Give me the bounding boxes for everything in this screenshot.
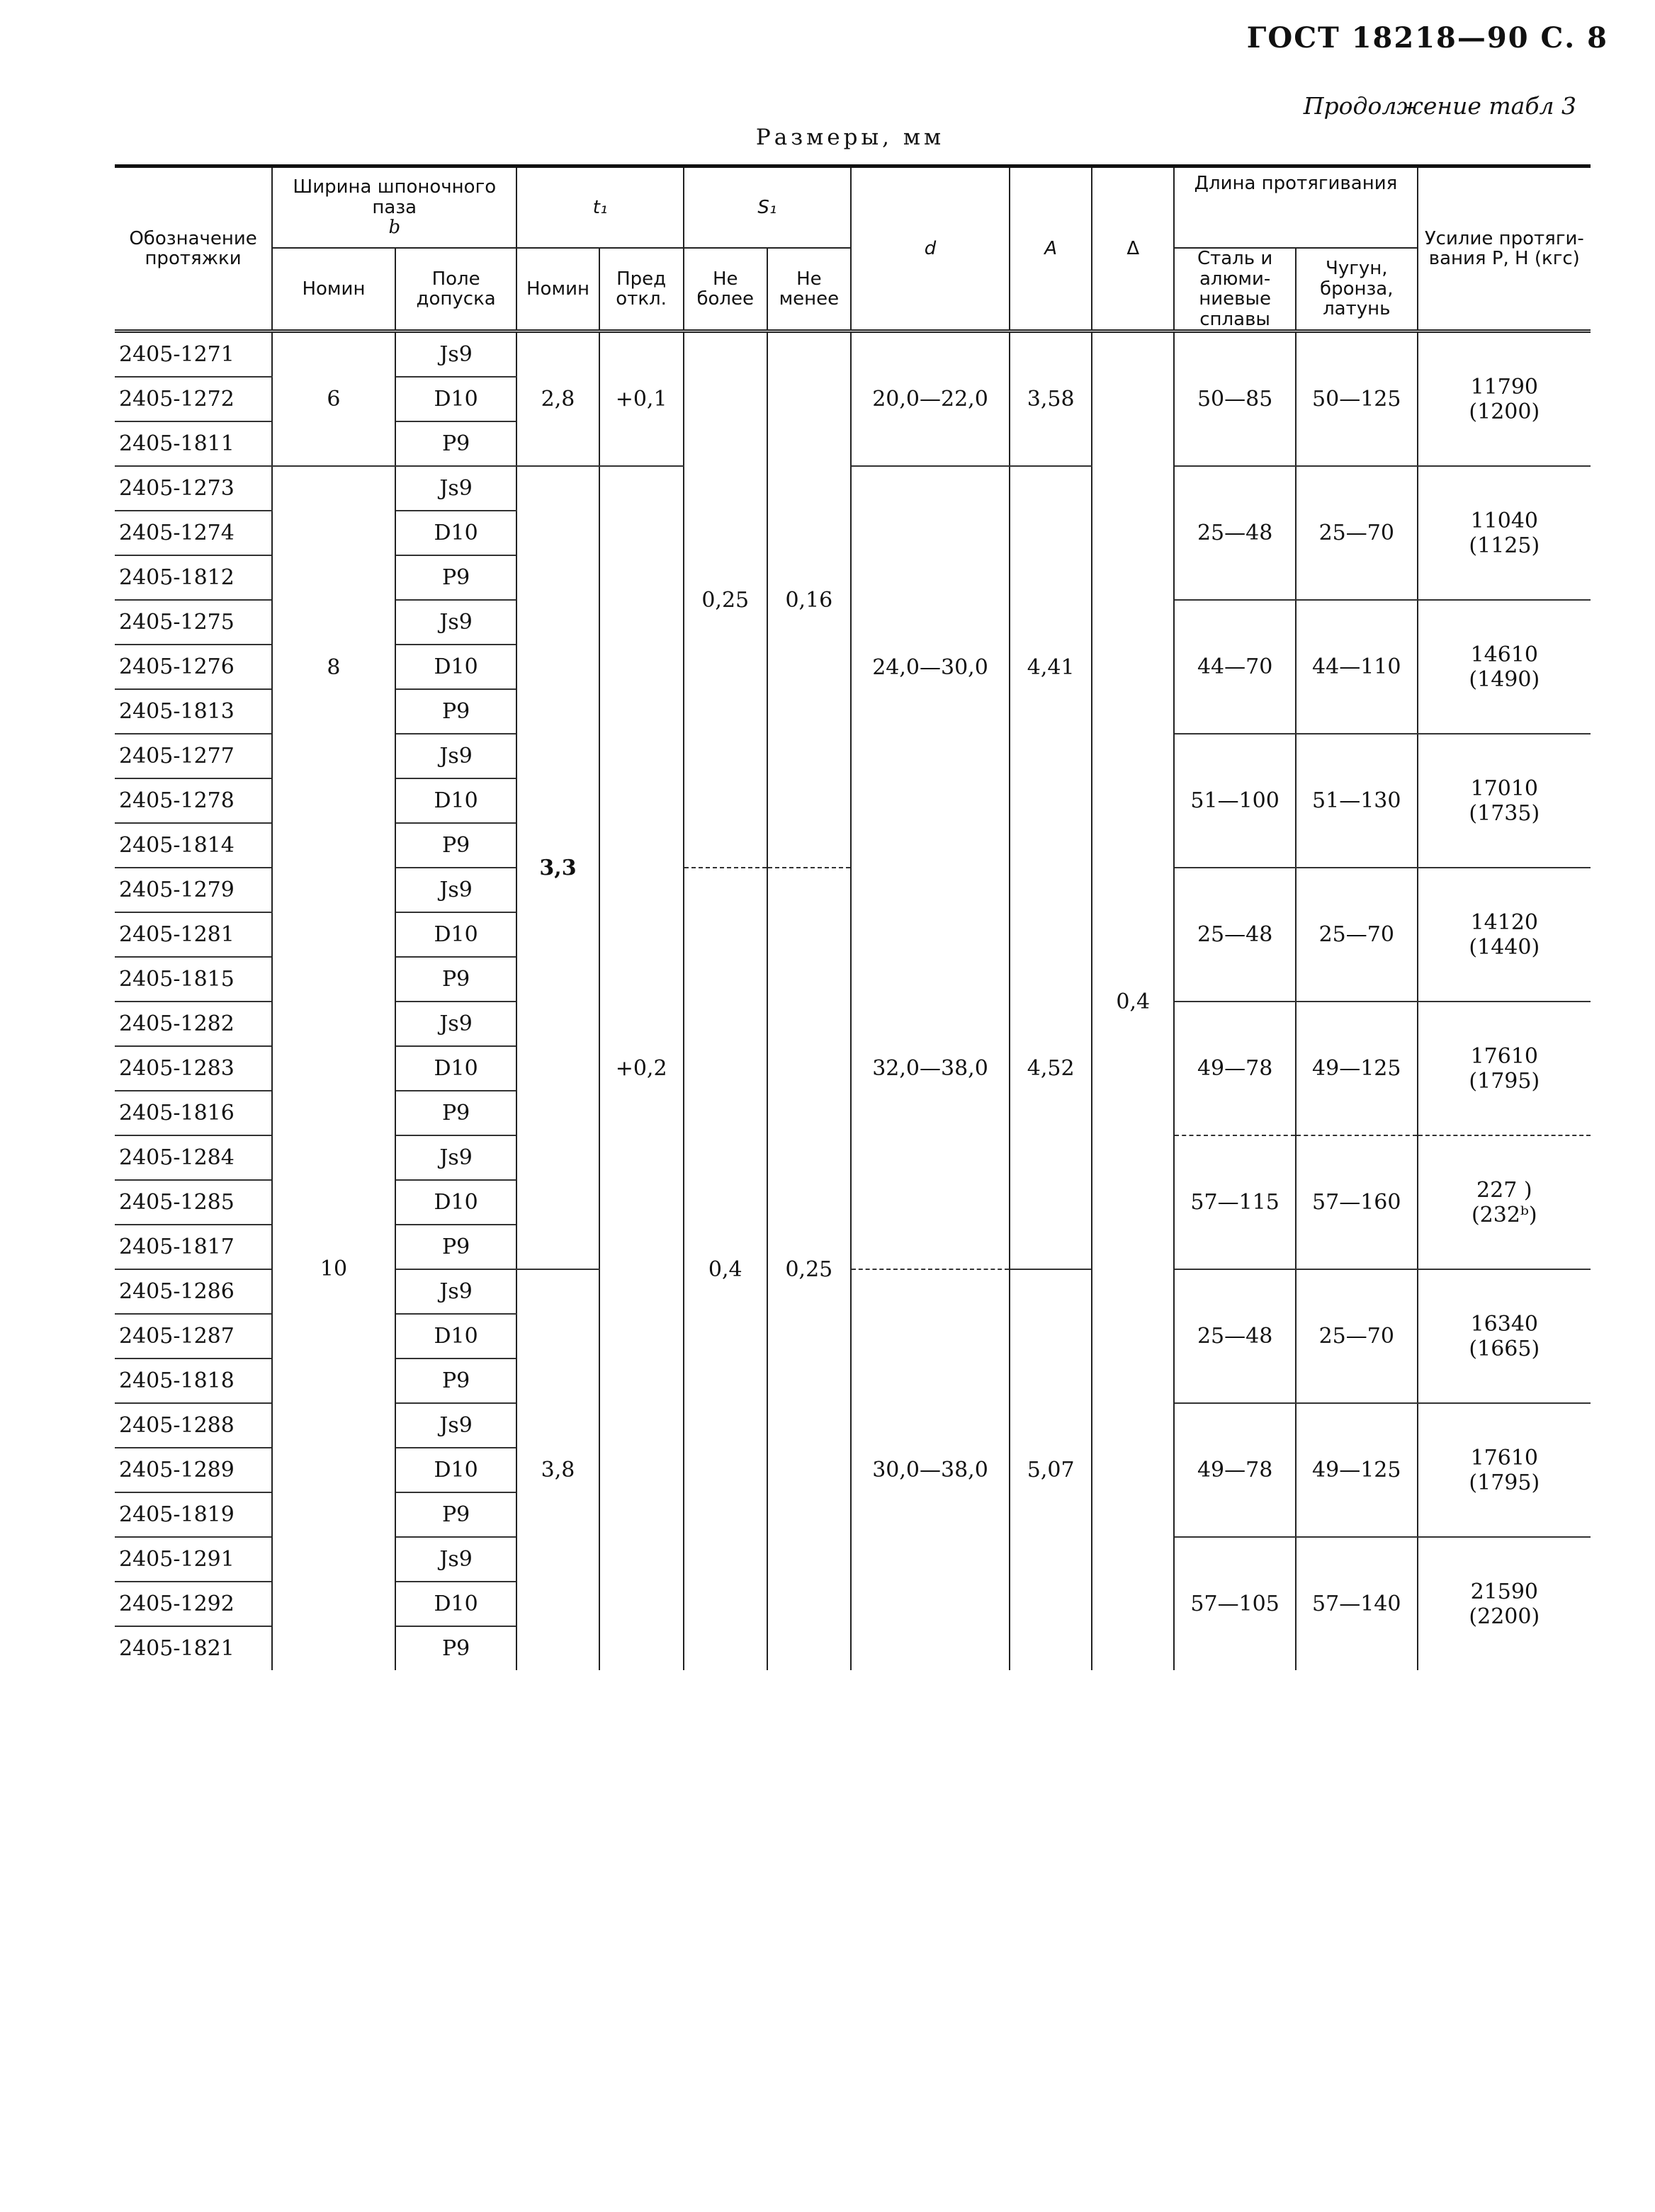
sizes-caption: Размеры, мм xyxy=(755,125,945,150)
force-kgf-value: (1490) xyxy=(1469,667,1540,692)
force-kgf-value: (232ᵇ) xyxy=(1471,1202,1537,1227)
header-t1-nominal: Номин xyxy=(516,248,599,331)
header-broaching-length: Длина протягивания xyxy=(1174,166,1417,249)
length-iron-cell: 44—110 xyxy=(1296,600,1418,734)
tolerance-cell: D10 xyxy=(395,1448,517,1492)
tolerance-cell: Js9 xyxy=(395,466,517,511)
force-value: 17610 xyxy=(1470,1445,1539,1470)
tolerance-cell: Js9 xyxy=(395,1269,517,1314)
header-t1: t₁ xyxy=(516,166,683,249)
force-value: 17610 xyxy=(1470,1043,1539,1069)
tolerance-cell: P9 xyxy=(395,1626,517,1670)
force-cell xyxy=(1418,1269,1591,1403)
tolerance-cell: P9 xyxy=(395,1492,517,1537)
designation-cell: 2405-1288 xyxy=(115,1403,272,1448)
table-continuation-note: Продолжение табл 3 xyxy=(1303,92,1576,120)
designation-cell: 2405-1291 xyxy=(115,1537,272,1582)
force-kgf-value: (1665) xyxy=(1469,1336,1540,1361)
force-value: 16340 xyxy=(1470,1311,1539,1337)
header-tolerance-field: Поле допуска xyxy=(395,248,517,331)
force-value: 227 ) xyxy=(1476,1177,1532,1203)
length-iron-cell: 51—130 xyxy=(1296,734,1418,868)
designation-cell: 2405-1814 xyxy=(115,823,272,868)
length-steel-cell: 50—85 xyxy=(1174,331,1296,467)
t1-deviation-cell: +0,1 xyxy=(599,331,684,467)
designation-cell: 2405-1282 xyxy=(115,1002,272,1046)
tolerance-cell: Js9 xyxy=(395,1403,517,1448)
tolerance-cell: D10 xyxy=(395,377,517,421)
table-body xyxy=(115,331,1591,1671)
designation-cell: 2405-1283 xyxy=(115,1046,272,1091)
header-length-cast-iron: Чугун, бронза, латунь xyxy=(1296,248,1418,331)
tolerance-cell: D10 xyxy=(395,645,517,689)
force-value: 21590 xyxy=(1470,1579,1539,1604)
tolerance-cell: D10 xyxy=(395,778,517,823)
designation-cell: 2405-1813 xyxy=(115,689,272,734)
designation-cell: 2405-1276 xyxy=(115,645,272,689)
designation-cell: 2405-1274 xyxy=(115,511,272,555)
force-cell xyxy=(1418,1403,1591,1537)
header-force: Усилие протяги- вания P, H (кгс) xyxy=(1418,166,1591,331)
length-steel-cell: 49—78 xyxy=(1174,1002,1296,1135)
tolerance-cell: P9 xyxy=(395,823,517,868)
force-kgf-value: (1440) xyxy=(1469,934,1540,960)
designation-cell: 2405-1289 xyxy=(115,1448,272,1492)
header-s1: S₁ xyxy=(684,166,851,249)
length-steel-cell: 25—48 xyxy=(1174,868,1296,1002)
designation-cell: 2405-1292 xyxy=(115,1582,272,1626)
force-kgf-value: (1795) xyxy=(1469,1470,1540,1495)
designation-cell: 2405-1815 xyxy=(115,957,272,1002)
d-cell: 32,0—38,0 xyxy=(851,868,1010,1269)
d-cell: 20,0—22,0 xyxy=(851,331,1010,467)
designation-cell: 2405-1272 xyxy=(115,377,272,421)
designation-cell: 2405-1273 xyxy=(115,466,272,511)
s1-not-more-cell: 0,4 xyxy=(684,868,767,1670)
tolerance-cell: P9 xyxy=(395,1091,517,1135)
header-t1-deviation: Пред откл. xyxy=(599,248,684,331)
delta-cell: 0,4 xyxy=(1092,331,1174,1671)
designation-cell: 2405-1812 xyxy=(115,555,272,600)
designation-cell: 2405-1817 xyxy=(115,1225,272,1269)
tolerance-cell: Js9 xyxy=(395,1002,517,1046)
designation-cell: 2405-1816 xyxy=(115,1091,272,1135)
length-steel-cell: 57—115 xyxy=(1174,1135,1296,1269)
force-kgf-value: (1735) xyxy=(1469,800,1540,826)
designation-cell: 2405-1271 xyxy=(115,331,272,378)
designation-cell: 2405-1281 xyxy=(115,912,272,957)
length-iron-cell: 25—70 xyxy=(1296,868,1418,1002)
s1-not-more-cell: 0,25 xyxy=(684,331,767,868)
designation-cell: 2405-1284 xyxy=(115,1135,272,1180)
designation-cell: 2405-1819 xyxy=(115,1492,272,1537)
tolerance-cell: P9 xyxy=(395,957,517,1002)
header-b-symbol: b xyxy=(388,217,401,239)
designation-cell: 2405-1287 xyxy=(115,1314,272,1359)
t1-deviation-cell: +0,2 xyxy=(599,466,684,1670)
tolerance-cell: D10 xyxy=(395,1046,517,1091)
length-steel-cell: 51—100 xyxy=(1174,734,1296,868)
a-cell: 4,52 xyxy=(1010,868,1092,1269)
table-row xyxy=(115,331,1591,378)
tolerance-cell: Js9 xyxy=(395,331,517,378)
force-cell xyxy=(1418,331,1591,467)
b-nominal-cell: 10 xyxy=(272,868,395,1670)
tolerance-cell: P9 xyxy=(395,689,517,734)
b-nominal-cell: 6 xyxy=(272,331,395,467)
d-cell: 30,0—38,0 xyxy=(851,1269,1010,1670)
force-kgf-value: (1125) xyxy=(1469,533,1540,558)
length-iron-cell: 49—125 xyxy=(1296,1403,1418,1537)
header-keyway-width-label: Ширина шпоночного паза xyxy=(293,176,497,218)
tolerance-cell: Js9 xyxy=(395,734,517,778)
page-header: ГОСТ 18218—90 С. 8 xyxy=(1246,21,1608,55)
designation-cell: 2405-1279 xyxy=(115,868,272,912)
force-value: 17010 xyxy=(1470,776,1539,801)
header-a: A xyxy=(1010,166,1092,331)
force-value: 11790 xyxy=(1470,374,1539,399)
tolerance-cell: D10 xyxy=(395,1314,517,1359)
length-iron-cell: 49—125 xyxy=(1296,1002,1418,1135)
force-cell xyxy=(1418,868,1591,1002)
force-kgf-value: (1795) xyxy=(1469,1068,1540,1094)
designation-cell: 2405-1286 xyxy=(115,1269,272,1314)
tolerance-cell: P9 xyxy=(395,421,517,466)
header-s1-not-more: Не более xyxy=(684,248,767,331)
b-nominal-cell: 8 xyxy=(272,466,395,868)
header-d: d xyxy=(851,166,1010,331)
tolerance-cell: D10 xyxy=(395,511,517,555)
force-cell xyxy=(1418,466,1591,600)
tolerance-cell: Js9 xyxy=(395,868,517,912)
force-cell xyxy=(1418,1537,1591,1670)
force-value: 11040 xyxy=(1470,508,1539,533)
length-iron-cell: 25—70 xyxy=(1296,466,1418,600)
header-designation: Обозначение протяжки xyxy=(115,166,272,331)
tolerance-cell: P9 xyxy=(395,1359,517,1403)
force-kgf-value: (2200) xyxy=(1469,1604,1540,1629)
tolerance-cell: D10 xyxy=(395,912,517,957)
designation-cell: 2405-1811 xyxy=(115,421,272,466)
length-steel-cell: 49—78 xyxy=(1174,1403,1296,1537)
a-cell: 5,07 xyxy=(1010,1269,1092,1670)
d-cell: 24,0—30,0 xyxy=(851,466,1010,868)
table-row xyxy=(115,868,1591,912)
force-cell xyxy=(1418,734,1591,868)
designation-cell: 2405-1275 xyxy=(115,600,272,645)
length-steel-cell: 25—48 xyxy=(1174,466,1296,600)
designation-cell: 2405-1278 xyxy=(115,778,272,823)
header-b-nominal: Номин xyxy=(272,248,395,331)
s1-not-less-cell: 0,16 xyxy=(767,331,851,868)
length-steel-cell: 25—48 xyxy=(1174,1269,1296,1403)
s1-not-less-cell: 0,25 xyxy=(767,868,851,1670)
length-iron-cell: 57—160 xyxy=(1296,1135,1418,1269)
table-row xyxy=(115,466,1591,511)
tolerance-cell: Js9 xyxy=(395,1135,517,1180)
designation-cell: 2405-1818 xyxy=(115,1359,272,1403)
tolerance-cell: Js9 xyxy=(395,1537,517,1582)
designation-cell: 2405-1821 xyxy=(115,1626,272,1670)
length-iron-cell: 50—125 xyxy=(1296,331,1418,467)
a-cell: 3,58 xyxy=(1010,331,1092,467)
t1-nominal-cell: 2,8 xyxy=(516,331,599,467)
force-cell xyxy=(1418,600,1591,734)
force-value: 14610 xyxy=(1470,642,1539,667)
tolerance-cell: P9 xyxy=(395,555,517,600)
force-value: 14120 xyxy=(1470,909,1539,935)
t1-nominal-cell: 3,3 xyxy=(516,466,599,1269)
designation-cell: 2405-1285 xyxy=(115,1180,272,1225)
header-delta: Δ xyxy=(1092,166,1174,331)
broach-table xyxy=(115,164,1591,1670)
tolerance-cell: D10 xyxy=(395,1582,517,1626)
table-header xyxy=(115,166,1591,331)
length-iron-cell: 25—70 xyxy=(1296,1269,1418,1403)
force-cell xyxy=(1418,1135,1591,1269)
header-keyway-width xyxy=(272,166,516,249)
force-cell xyxy=(1418,1002,1591,1135)
length-steel-cell: 44—70 xyxy=(1174,600,1296,734)
length-steel-cell: 57—105 xyxy=(1174,1537,1296,1670)
tolerance-cell: Js9 xyxy=(395,600,517,645)
tolerance-cell: P9 xyxy=(395,1225,517,1269)
header-s1-not-less: Не менее xyxy=(767,248,851,331)
t1-nominal-cell: 3,8 xyxy=(516,1269,599,1670)
a-cell: 4,41 xyxy=(1010,466,1092,868)
header-length-steel: Сталь и алюми- ниевые сплавы xyxy=(1174,248,1296,331)
tolerance-cell: D10 xyxy=(395,1180,517,1225)
force-kgf-value: (1200) xyxy=(1469,399,1540,424)
designation-cell: 2405-1277 xyxy=(115,734,272,778)
length-iron-cell: 57—140 xyxy=(1296,1537,1418,1670)
